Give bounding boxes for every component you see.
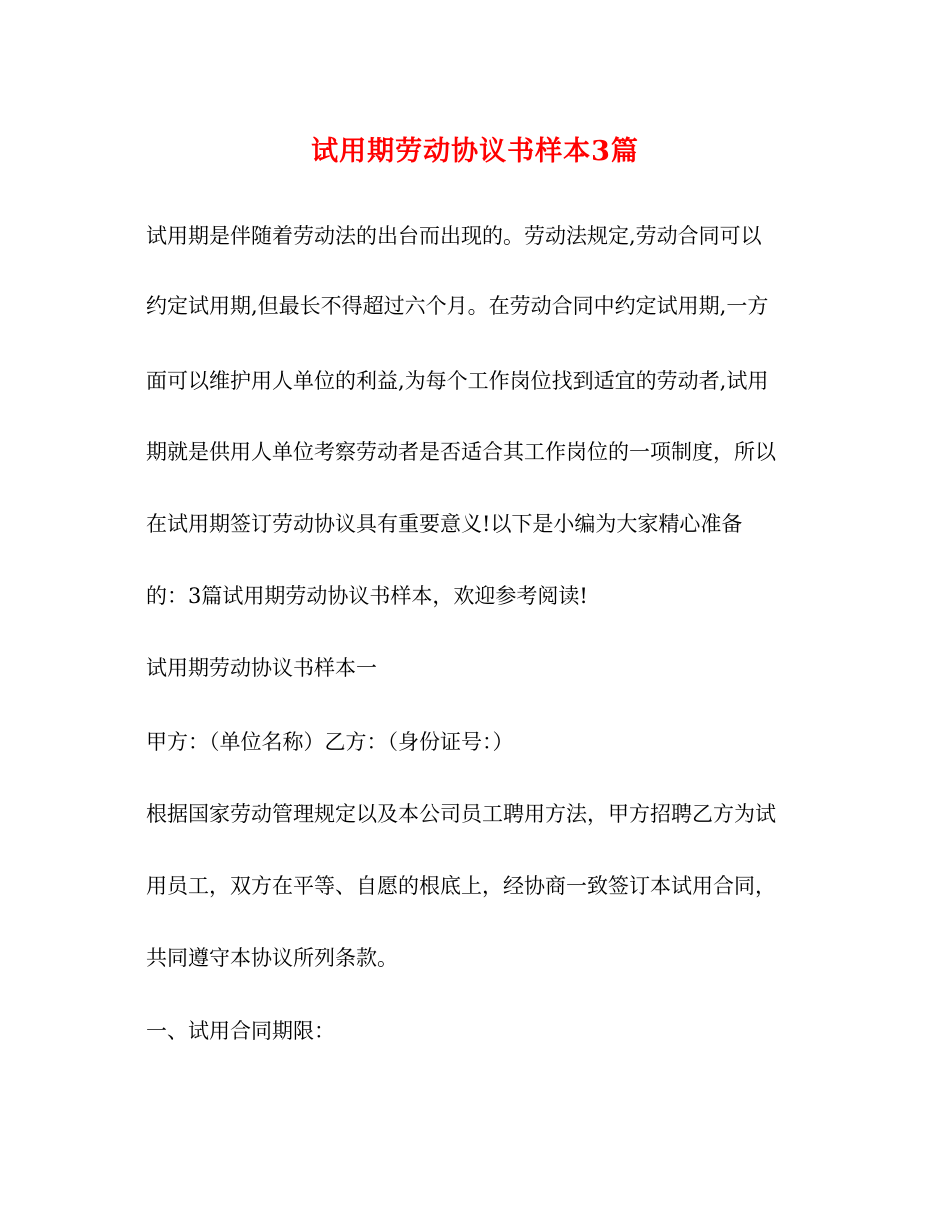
- document-title: 试用期劳动协议书样本3篇: [311, 136, 639, 167]
- paragraph-line: 用员工，双方在平等、自愿的根底上，经协商一致签订本试用合同，: [146, 874, 776, 898]
- clause-heading: 一、试用合同期限：: [146, 1019, 335, 1043]
- paragraph-line: 面可以维护用人单位的利益,为每个工作岗位找到适宜的劳动者,试用: [146, 369, 769, 393]
- section-heading: 试用期劳动协议书样本一: [146, 656, 377, 680]
- paragraph-line: 的：3篇试用期劳动协议书样本，欢迎参考阅读!: [146, 584, 588, 608]
- paragraph-line: 在试用期签订劳动协议具有重要意义!以下是小编为大家精心准备: [146, 512, 743, 536]
- paragraph-line: 试用期是伴随着劳动法的出台而出现的。劳动法规定,劳动合同可以: [146, 224, 762, 248]
- paragraph-line: 期就是供用人单位考察劳动者是否适合其工作岗位的一项制度，所以: [146, 440, 776, 464]
- paragraph-line: 共同遵守本协议所列条款。: [146, 946, 398, 970]
- parties-line: 甲方：（单位名称）乙方：（身份证号：）: [146, 730, 514, 754]
- paragraph-line: 根据国家劳动管理规定以及本公司员工聘用方法，甲方招聘乙方为试: [146, 802, 776, 826]
- paragraph-line: 约定试用期,但最长不得超过六个月。在劳动合同中约定试用期,一方: [146, 294, 769, 318]
